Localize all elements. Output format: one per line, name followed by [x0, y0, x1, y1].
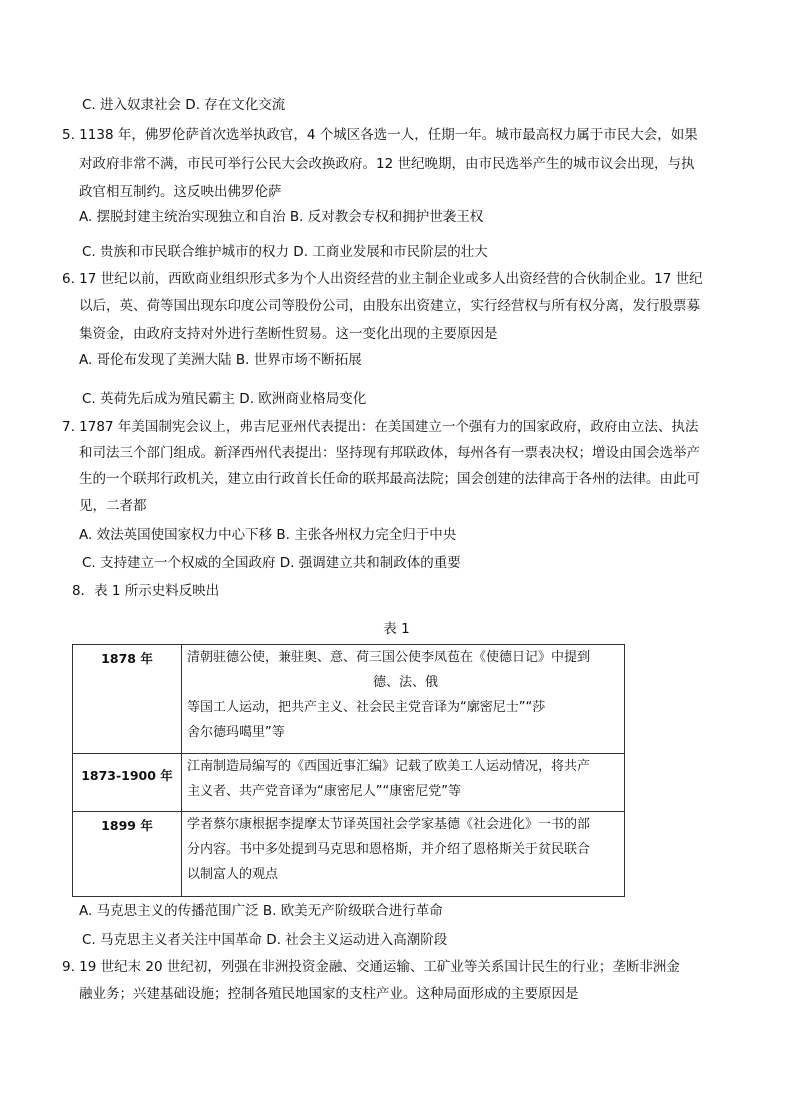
- table-row: [73, 754, 625, 812]
- table-row: [73, 812, 625, 897]
- row2-text-2: 主义者、共产党音译为“康密尼人”“康密尼党”等: [187, 784, 461, 799]
- row1-text-4: 舍尔德玛噶里”等: [187, 725, 285, 740]
- question-6-line-2: 以后，英、荷等国出现东印度公司等股份公司，由股东出资建立，实行经营权与所有权分离，发行股票募: [79, 298, 700, 314]
- question-6-line-1: 6. 17 世纪以前，西欧商业组织形式多为个人出资经营的业主制企业或多人出资经营的合伙制企业。17 世纪: [62, 271, 703, 287]
- question-7-options-cd: C. 支持建立一个权威的全国政府 D. 强调建立共和制政体的重要: [82, 555, 461, 571]
- table-cell-year: [73, 754, 182, 812]
- question-5-line-2: 对政府非常不满，市民可举行公民大会改换政府。12 世纪晚期，由市民选举产生的城市议会出现，与执: [79, 156, 695, 172]
- row3-text-2: 分内容。书中多处提到马克思和恩格斯，并介绍了恩格斯关于贫民联合: [187, 842, 591, 857]
- history-table: [72, 644, 625, 897]
- year-label: 1878 年: [101, 651, 153, 666]
- table-cell-year: [73, 645, 182, 754]
- question-8-stem: 8．表 1 所示史料反映出: [72, 583, 220, 599]
- row1-text-1: 清朝驻德公使，兼驻奥、意、荷三国公使李凤苞在《使德日记》中提到: [187, 650, 591, 665]
- row1-text-3: 等国工人运动，把共产主义、社会民主党音译为“廓密尼士”“莎: [187, 700, 546, 715]
- row3-text-1: 学者蔡尔康根据李提摩太节译英国社会学家基德《社会进化》一书的部: [187, 817, 591, 832]
- year-label: 1873-1900 年: [81, 768, 173, 783]
- question-8-options-ab: A. 马克思主义的传播范围广泛 B. 欧美无产阶级联合进行革命: [79, 903, 443, 919]
- table-cell-text: [182, 754, 625, 812]
- table-cell-text: [182, 645, 625, 754]
- question-7-line-4: 见，二者都: [79, 498, 147, 514]
- row2-text-1: 江南制造局编写的《西国近事汇编》记载了欧美工人运动情况，将共产: [187, 759, 591, 774]
- question-7-line-1: 7. 1787 年美国制宪会议上，弗吉尼亚州代表提出：在美国建立一个强有力的国家政府，政府由立法、执法: [62, 419, 699, 435]
- row1-text-2: 德、法、俄: [372, 675, 438, 690]
- question-7-options-ab: A. 效法英国使国家权力中心下移 B. 主张各州权力完全归于中央: [79, 527, 457, 543]
- line-options-c-prev: C. 进入奴隶社会 D. 存在文化交流: [82, 97, 286, 113]
- question-5-options-cd: C. 贵族和市民联合维护城市的权力 D. 工商业发展和市民阶层的壮大: [82, 244, 488, 260]
- question-8-options-cd: C. 马克思主义者关注中国革命 D. 社会主义运动进入高潮阶段: [82, 932, 448, 948]
- question-5-options-ab: A. 摆脱封建主统治实现独立和自治 B. 反对教会专权和拥护世袭王权: [79, 209, 484, 225]
- row3-text-3: 以制富人的观点: [187, 867, 279, 882]
- question-5-line-3: 政官相互制约。这反映出佛罗伦萨: [79, 184, 282, 200]
- table-row: [73, 645, 625, 754]
- table-cell-year: [73, 812, 182, 897]
- question-6-options-cd: C. 英荷先后成为殖民霸主 D. 欧洲商业格局变化: [82, 391, 367, 407]
- question-6-line-3: 集资金，由政府支持对外进行垄断性贸易。这一变化出现的主要原因是: [79, 326, 498, 342]
- question-9-line-2: 融业务；兴建基础设施；控制各殖民地国家的支柱产业。这种局面形成的主要原因是: [79, 986, 579, 1002]
- year-label: 1899 年: [101, 818, 153, 833]
- question-5-line-1: 5. 1138 年，佛罗伦萨首次选举执政官，4 个城区各选一人，任期一年。城市最高权力属于市民大会，如果: [62, 127, 698, 143]
- question-7-line-3: 生的一个联邦行政机关，建立由行政首长任命的联邦最高法院；国会创建的法律高于各州的法律。由此可: [79, 471, 700, 487]
- question-9-line-1: 9. 19 世纪末 20 世纪初，列强在非洲投资金融、交通运输、工矿业等关系国计民生的行业；垄断非洲金: [62, 959, 680, 975]
- question-7-line-2: 和司法三个部门组成。新泽西州代表提出：坚持现有邦联政体，每州各有一票表决权；增设由国会选举产: [79, 445, 700, 461]
- table-caption: 表 1: [383, 621, 410, 637]
- question-6-options-ab: A. 哥伦布发现了美洲大陆 B. 世界市场不断拓展: [79, 352, 362, 368]
- table-cell-text: [182, 812, 625, 897]
